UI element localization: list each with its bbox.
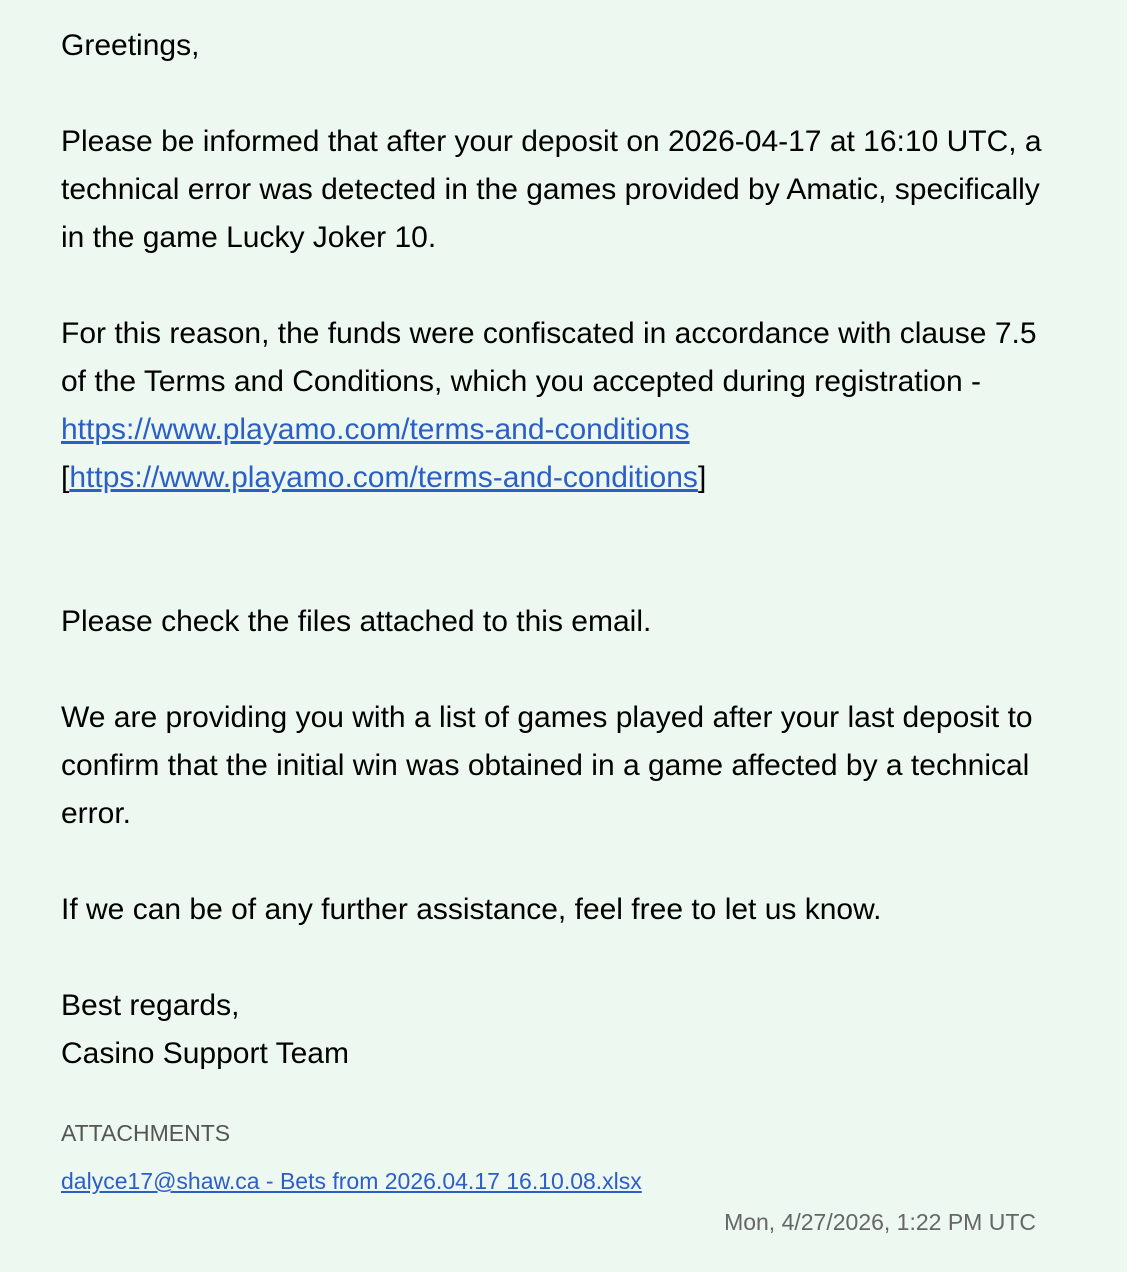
terms-paragraph-text: For this reason, the funds were confiscated in accordance with clause 7.5 of the Terms and Conditions, which you accepted during registration - (61, 317, 1037, 398)
email-body (61, 22, 1061, 1078)
signature-text: Casino Support Team (61, 1037, 349, 1070)
signoff-text: Best regards, (61, 989, 240, 1022)
terms-paragraph (61, 310, 1061, 502)
attachment-file-link[interactable]: dalyce17@shaw.ca - Bets from 2026.04.17 16.10.08.xlsx (61, 1168, 642, 1194)
terms-link[interactable]: https://www.playamo.com/terms-and-conditions (61, 413, 690, 446)
games-list-paragraph: We are providing you with a list of games played after your last deposit to confirm that the initial win was obtained in a game affected by a technical error. (61, 701, 1033, 830)
greeting-text: Greetings, (61, 29, 200, 62)
terms-link-secondary[interactable]: https://www.playamo.com/terms-and-conditions (69, 461, 698, 494)
message-timestamp: Mon, 4/27/2026, 1:22 PM UTC (724, 1209, 1036, 1235)
assistance-paragraph: If we can be of any further assistance, feel free to let us know. (61, 893, 882, 926)
bracket-open: [ (61, 461, 70, 494)
attachments-heading: ATTACHMENTS (61, 1120, 231, 1146)
attachment-notice-paragraph: Please check the files attached to this email. (61, 605, 652, 638)
bracket-close: ] (697, 461, 707, 494)
deposit-error-paragraph: Please be informed that after your deposit on 2026-04-17 at 16:10 UTC, a technical error was detected in the games provided by Amatic, specifically in the game Lucky Joker 10. (61, 125, 1042, 254)
